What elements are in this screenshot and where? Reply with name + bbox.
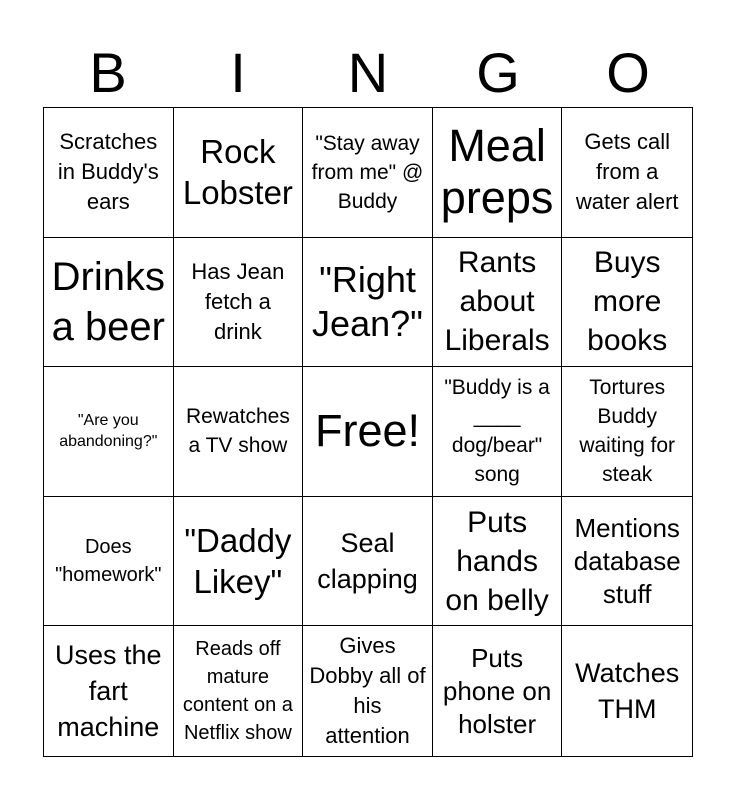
- cell-label: Uses the fart machine: [55, 640, 162, 743]
- bingo-cell-r1c1[interactable]: [44, 108, 174, 238]
- bingo-cell-r2c2[interactable]: [174, 238, 304, 368]
- cell-label: Does "homework": [55, 536, 162, 587]
- bingo-cell-r3c1[interactable]: [44, 367, 174, 497]
- cell-label: "Buddy is a ____ dog/bear" song: [444, 376, 550, 487]
- cell-label: Has Jean fetch a drink: [191, 258, 285, 344]
- bingo-cell-r2c1[interactable]: [44, 238, 174, 368]
- header-letter-b: B: [89, 41, 127, 104]
- cell-label: Scratches in Buddy's ears: [57, 129, 159, 215]
- cell-label: Reads off mature content on a Netflix show: [182, 638, 293, 745]
- cell-label: Meal preps: [440, 120, 554, 224]
- header-letter-g: G: [476, 41, 520, 104]
- bingo-cell-r4c3[interactable]: [303, 497, 433, 627]
- header-letter-n: N: [347, 41, 389, 104]
- bingo-cell-r4c1[interactable]: [44, 497, 174, 627]
- bingo-cell-r5c5[interactable]: [562, 626, 692, 756]
- bingo-cell-r3c5[interactable]: [562, 367, 692, 497]
- cell-label: Rants about Liberals: [444, 246, 550, 358]
- bingo-cell-r2c3[interactable]: [303, 238, 433, 368]
- cell-label: Puts hands on belly: [445, 505, 549, 617]
- bingo-cell-r3c2[interactable]: [174, 367, 304, 497]
- cell-label: Gives Dobby all of his attention: [309, 633, 426, 749]
- bingo-cell-r4c2[interactable]: [174, 497, 304, 627]
- bingo-cell-r3c4[interactable]: [433, 367, 563, 497]
- bingo-grid: [43, 107, 693, 757]
- cell-label: Mentions database stuff: [573, 512, 681, 609]
- cell-label: "Stay away from me" @ Buddy: [311, 131, 424, 213]
- bingo-cell-r5c4[interactable]: [433, 626, 563, 756]
- cell-label: Rewatches a TV show: [185, 405, 290, 458]
- bingo-cell-r2c5[interactable]: [562, 238, 692, 368]
- bingo-cell-r1c2[interactable]: [174, 108, 304, 238]
- cell-label: "Daddy Likey": [184, 522, 292, 601]
- bingo-cell-r1c5[interactable]: [562, 108, 692, 238]
- bingo-cell-r3c3[interactable]: [303, 367, 433, 497]
- header-letter-o: O: [606, 41, 650, 104]
- bingo-cell-r2c4[interactable]: [433, 238, 563, 368]
- cell-label: Gets call from a water alert: [575, 129, 679, 215]
- header-letter-i: I: [230, 41, 246, 104]
- cell-label: Watches THM: [575, 658, 680, 725]
- bingo-cell-r5c3[interactable]: [303, 626, 433, 756]
- bingo-cell-r1c4[interactable]: [433, 108, 563, 238]
- cell-label: "Right Jean?": [312, 258, 423, 344]
- bingo-cell-r5c2[interactable]: [174, 626, 304, 756]
- cell-label: Drinks a beer: [51, 254, 165, 349]
- bingo-cell-r5c1[interactable]: [44, 626, 174, 756]
- bingo-cell-r4c5[interactable]: [562, 497, 692, 627]
- cell-label: Buys more books: [587, 246, 668, 358]
- cell-label: Free!: [314, 405, 420, 457]
- bingo-cell-r4c4[interactable]: [433, 497, 563, 627]
- cell-label: Puts phone on holster: [442, 642, 552, 739]
- cell-label: Tortures Buddy waiting for steak: [579, 376, 676, 487]
- cell-label: "Are you abandoning?": [59, 412, 158, 451]
- cell-label: Seal clapping: [317, 528, 418, 595]
- bingo-header: [43, 38, 693, 108]
- bingo-cell-r1c3[interactable]: [303, 108, 433, 238]
- cell-label: Rock Lobster: [182, 133, 293, 212]
